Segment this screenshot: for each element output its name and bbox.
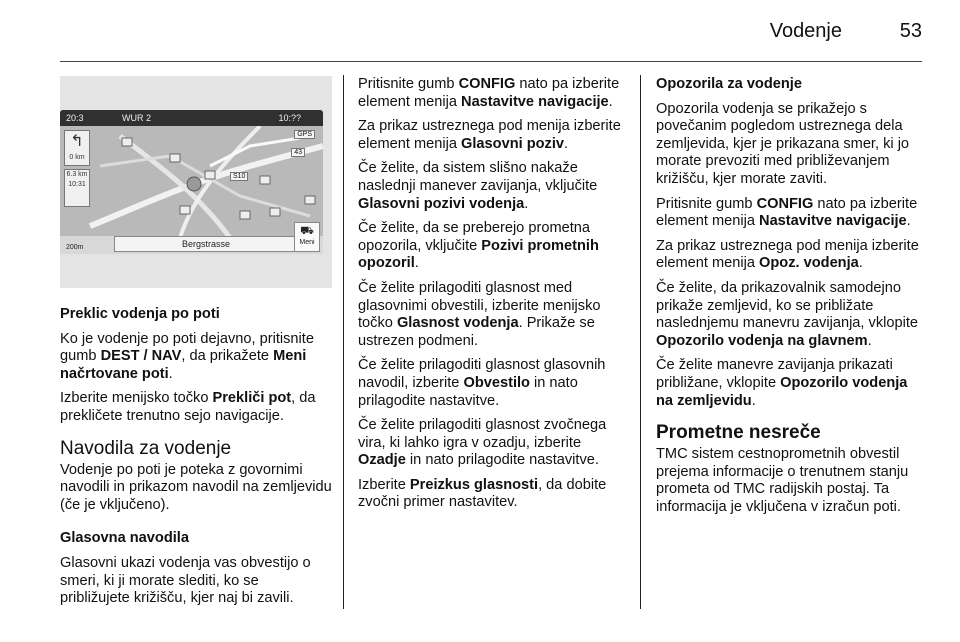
road-tag: 43	[291, 148, 305, 157]
column-divider	[343, 75, 344, 609]
nav-display	[60, 110, 323, 254]
section-heading-traffic-incidents: Prometne nesreče	[656, 422, 821, 444]
paragraph: Pritisnite gumb CONFIG nato pa izberite element menija Nastavitve navigacije.	[656, 195, 918, 230]
status-right: 10:??	[278, 113, 301, 123]
trip-info-box	[64, 169, 90, 207]
heading-guidance-alerts: Opozorila za vodenje	[656, 76, 802, 92]
paragraph: Če želite prilagoditi glasnost zvočnega vira, ki lahko igra v ozadju, izberite Ozadje in nato prilagodite nastavitve.	[358, 417, 607, 469]
chapter-title: Vodenje	[769, 20, 842, 42]
nav-bottom-bar	[60, 236, 323, 254]
paragraph: Pritisnite gumb CONFIG nato pa izberite element menija Nastavitve navigacije.	[358, 76, 620, 110]
turn-arrow-box	[64, 130, 90, 166]
paragraph: Če želite manevre zavijanja prikazati približane, vklopite Opozorilo vodenja na zemljevidu.	[656, 357, 908, 409]
header-rule	[60, 61, 922, 62]
paragraph: Če želite, da se preberejo prometna opozorila, vključite Pozivi prometnih opozoril.	[358, 220, 599, 272]
paragraph: Če želite prilagoditi glasnost glasovnih navodil, izberite Obvestilo in nato prilagodite nastavitve.	[358, 357, 606, 409]
road-tag: GPS	[294, 130, 315, 139]
status-left: 20:3	[66, 113, 84, 123]
heading-voice-prompts: Glasovna navodila	[60, 530, 189, 547]
column-2	[358, 76, 630, 519]
current-street: Bergstrasse	[114, 236, 298, 252]
nav-status-bar	[60, 110, 323, 126]
section-heading-guidance-instructions: Navodila za vodenje	[60, 437, 232, 459]
paragraph: Izberite Preizkus glasnosti, da dobite zvočni primer nastavitev.	[358, 476, 607, 511]
turn-left-icon: ↰	[70, 133, 84, 150]
road-tag: S10	[230, 172, 248, 181]
arrival-time: 10:31	[68, 181, 86, 188]
menu-label: Meni	[299, 239, 315, 246]
paragraph: Vodenje po poti je poteka z govornimi navodili in prikazom navodil na zemljevidu (če je vključeno).	[60, 461, 332, 513]
paragraph: TMC sistem cestnoprometnih obvestil prejema informacije o trenutnem stanju prometa od TMC radijskih postaj. Ta informacija je vključena v izračun poti.	[656, 446, 909, 515]
navigation-screen-figure	[60, 76, 332, 288]
paragraph: Če želite, da prikazovalnik samodejno prikaže zemljevid, ko se približate naslednjemu manevru zavijanja, vklopite Opozorilo vodenja na glavnem.	[656, 279, 919, 349]
paragraph: Glasovni ukazi vodenja vas obvestijo o smeri, ki ji morate slediti, ko se približujete križišču, kjer naj bi zavili.	[60, 554, 311, 607]
paragraph: Ko je vodenje po poti dejavno, pritisnite gumb DEST / NAV, da prikažete Meni načrtovane poti.	[60, 330, 314, 382]
column-1	[60, 306, 332, 615]
map-scale: 200m	[66, 244, 84, 251]
car-icon: ⛟	[300, 225, 314, 237]
turn-distance: 0 km	[69, 154, 85, 161]
paragraph: Za prikaz ustreznega pod menija izberite element menija Glasovni poziv.	[358, 118, 621, 152]
guidance-panel	[64, 130, 90, 246]
map-view	[60, 126, 323, 238]
paragraph: Če želite, da sistem slišno nakaže naslednji manever zavijanja, vključite Glasovni pozivi vodenja.	[358, 160, 598, 212]
paragraph: Opozorila vodenja se prikažejo s povečanim pogledom ustreznega dela zemljevida, kjer je prikazana smer, ki jo morate prevoziti med približevanjem križišču, kjer morate zaviti.	[656, 100, 910, 187]
paragraph: Izberite menijsko točko Prekliči pot, da prekličete trenutno sejo navigacije.	[60, 390, 316, 424]
status-center: WUR 2	[122, 113, 151, 123]
menu-button[interactable]	[294, 222, 320, 252]
paragraph: Če želite prilagoditi glasnost med glasovnimi obvestili, izberite menijsko točko Glasnost vodenja. Prikaže se ustrezen podmeni.	[358, 279, 601, 349]
paragraph: Za prikaz ustreznega pod menija izberite element menija Opoz. vodenja.	[656, 237, 919, 272]
page-number: 53	[899, 20, 922, 42]
vehicle-marker-icon	[187, 177, 201, 191]
column-3	[656, 76, 928, 523]
map-roads	[60, 126, 323, 238]
remaining-distance: 6.3 km	[66, 171, 88, 178]
column-divider	[640, 75, 641, 609]
page-header	[0, 0, 960, 62]
heading-cancel-guidance: Preklic vodenja po poti	[60, 306, 220, 322]
